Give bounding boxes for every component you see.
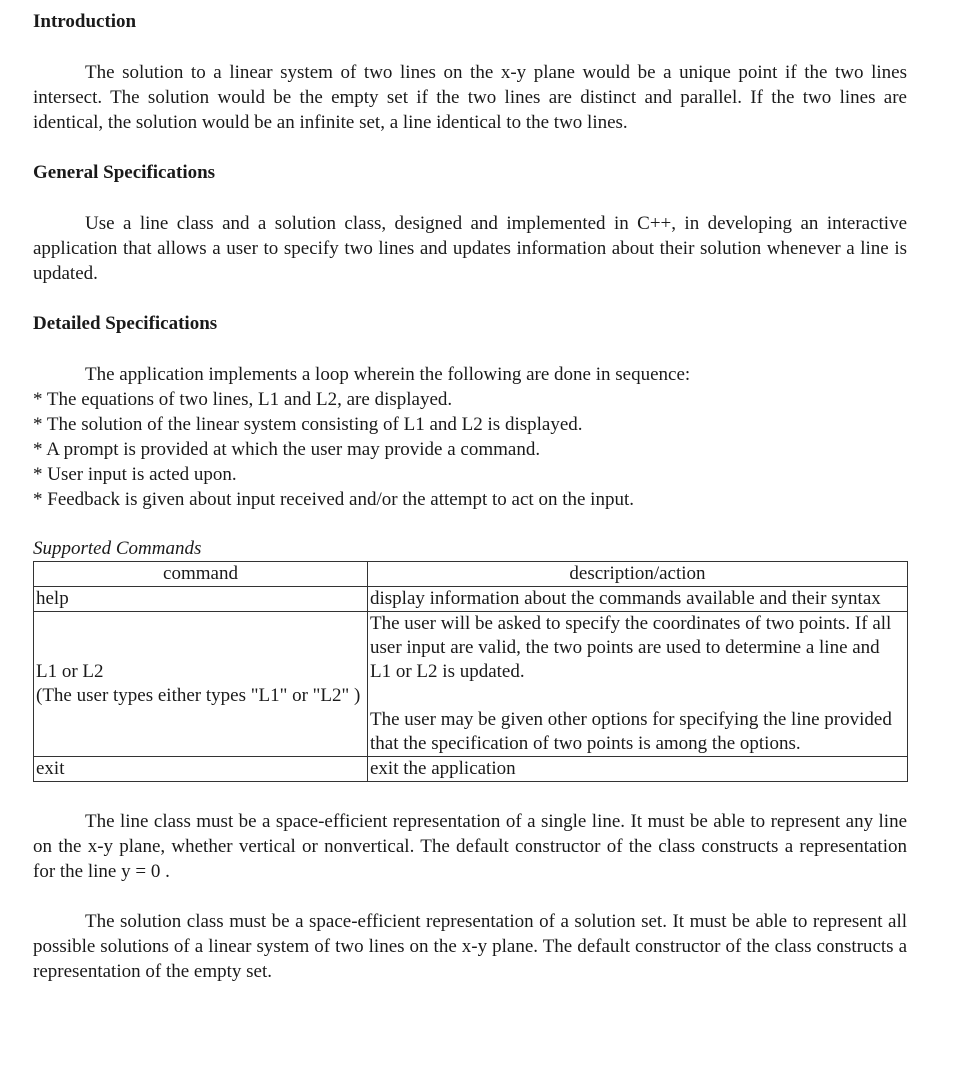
detailed-specifications-intro: The application implements a loop wherein the following are done in sequence: bbox=[85, 364, 691, 385]
table-caption: Supported Commands bbox=[33, 538, 202, 559]
description-cell bbox=[368, 587, 908, 612]
list-item: * User input is acted upon. bbox=[33, 464, 237, 485]
column-header-description: description/action bbox=[368, 562, 908, 587]
description-text: display information about the commands available and their syntax bbox=[370, 588, 881, 609]
command-cell bbox=[34, 612, 368, 757]
column-header-command: command bbox=[34, 562, 368, 587]
general-specifications-paragraph: Use a line class and a solution class, designed and implemented in C++, in developing an interactive application that allows a user to specify two lines and updates information about their solution whenever a line is updated. bbox=[33, 213, 907, 284]
description-text: The user will be asked to specify the coordinates of two points. If all user input are valid, the two points are used to determine a line and L1 or L2 is updated. bbox=[370, 613, 892, 682]
introduction-heading: Introduction bbox=[33, 11, 137, 32]
solution-class-paragraph: The solution class must be a space-efficient representation of a solution set. It must be able to represent all possible solutions of a linear system of two lines on the x-y plane. The default constructor of the class constructs a representation of the empty set. bbox=[33, 911, 907, 982]
line-class-paragraph: The line class must be a space-efficient representation of a single line. It must be able to represent any line on the x-y plane, whether vertical or nonvertical. The default constructor of the class constructs a representation for the line y = 0 . bbox=[33, 811, 907, 882]
introduction-paragraph: The solution to a linear system of two lines on the x-y plane would be a unique point if the two lines intersect. The solution would be the empty set if the two lines are distinct and parallel. If the two lines are identical, the solution would be an infinite set, a line identical to the two lines. bbox=[33, 62, 907, 133]
command-text: L1 or L2 bbox=[36, 661, 104, 682]
table-row bbox=[34, 612, 908, 757]
list-item: * The equations of two lines, L1 and L2, are displayed. bbox=[33, 389, 453, 410]
command-text: help bbox=[36, 588, 69, 609]
document-page bbox=[33, 9, 907, 984]
general-specifications-heading: General Specifications bbox=[33, 162, 216, 183]
command-note: (The user types either types "L1" or "L2" ) bbox=[36, 685, 361, 706]
command-text: exit bbox=[36, 758, 65, 779]
description-cell bbox=[368, 612, 908, 757]
list-item: * The solution of the linear system consisting of L1 and L2 is displayed. bbox=[33, 414, 583, 435]
command-cell bbox=[34, 587, 368, 612]
description-text: exit the application bbox=[370, 758, 516, 779]
command-cell bbox=[34, 757, 368, 782]
description-text: The user may be given other options for specifying the line provided that the specification of two points is among the options. bbox=[370, 709, 892, 754]
detailed-specifications-heading: Detailed Specifications bbox=[33, 313, 218, 334]
list-item: * Feedback is given about input received and/or the attempt to act on the input. bbox=[33, 489, 634, 510]
table-row bbox=[34, 757, 908, 782]
table-row bbox=[34, 587, 908, 612]
supported-commands-table bbox=[33, 561, 908, 782]
list-item: * A prompt is provided at which the user may provide a command. bbox=[33, 439, 541, 460]
table-header-row bbox=[34, 562, 908, 587]
description-cell bbox=[368, 757, 908, 782]
loop-steps-list bbox=[33, 387, 907, 512]
